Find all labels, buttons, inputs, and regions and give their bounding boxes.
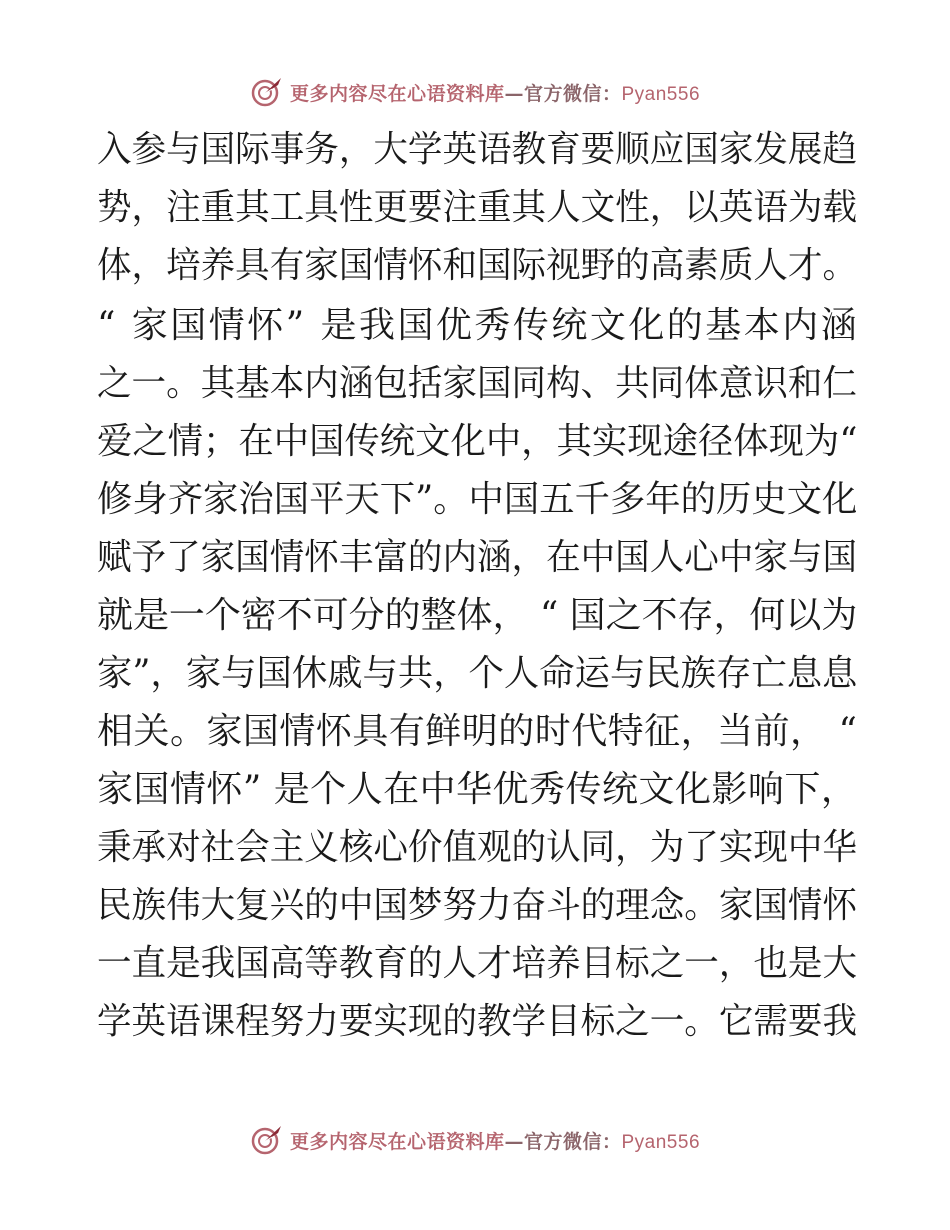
quill-logo-icon <box>250 1123 284 1157</box>
text-line <box>97 819 857 877</box>
text-line <box>97 587 857 645</box>
text-line <box>97 121 857 179</box>
text-line <box>97 297 860 355</box>
text-line <box>97 413 857 471</box>
watermark-text <box>290 79 700 106</box>
text-line <box>97 355 857 413</box>
watermark-main: 更多内容尽在心语资料库 <box>289 82 505 105</box>
quill-logo-icon <box>250 75 284 109</box>
text-line <box>97 703 857 761</box>
line-text: 相关。家国情怀具有鲜明的时代特征，当前， “ <box>97 711 858 752</box>
line-text: 学英语课程努力要实现的教学目标之一。它需要我 <box>97 1001 858 1042</box>
text-line <box>97 761 857 819</box>
line-text: 赋予了家国情怀丰富的内涵，在中国人心中家与国 <box>97 537 858 578</box>
line-text: 民族伟大复兴的中国梦努力奋斗的理念。家国情怀 <box>97 885 858 926</box>
header-watermark-banner <box>0 70 950 114</box>
line-text: 爱之情；在中国传统文化中，其实现途径体现为“ <box>97 421 858 462</box>
text-line <box>97 993 857 1051</box>
watermark-id: Pyan556 <box>621 1131 701 1153</box>
line-text: 势，注重其工具性更要注重其人文性，以英语为载 <box>97 187 858 228</box>
text-line <box>97 877 857 935</box>
document-body <box>97 121 860 1051</box>
watermark-text <box>290 1127 700 1154</box>
watermark-main: 更多内容尽在心语资料库 <box>289 1130 505 1153</box>
text-line <box>97 179 857 237</box>
watermark-id: Pyan556 <box>621 83 701 105</box>
text-line <box>97 529 857 587</box>
line-text: 体，培养具有家国情怀和国际视野的高素质人才。 <box>97 245 858 286</box>
watermark-sub: —官方微信： <box>504 1130 622 1153</box>
text-line <box>97 645 857 703</box>
line-text: 家”，家与国休戚与共，个人命运与民族存亡息息 <box>97 653 858 694</box>
text-line <box>97 935 857 993</box>
line-text: 就是一个密不可分的整体， “ 国之不存，何以为 <box>97 595 858 636</box>
line-text: 秉承对社会主义核心价值观的认同，为了实现中华 <box>97 827 858 868</box>
text-line <box>97 471 857 529</box>
text-line <box>97 237 857 295</box>
line-text: 家国情怀” 是个人在中华优秀传统文化影响下， <box>97 769 858 810</box>
line-text: 一直是我国高等教育的人才培养目标之一，也是大 <box>97 943 858 984</box>
line-text: 入参与国际事务，大学英语教育要顺应国家发展趋 <box>97 129 858 170</box>
line-text: “ 家国情怀” 是我国优秀传统文化的基本内涵 <box>97 305 860 346</box>
line-text: 修身齐家治国平天下”。中国五千多年的历史文化 <box>97 479 858 520</box>
footer-watermark-banner <box>0 1118 950 1162</box>
line-text: 之一。其基本内涵包括家国同构、共同体意识和仁 <box>97 363 858 404</box>
watermark-sub: —官方微信： <box>504 82 622 105</box>
